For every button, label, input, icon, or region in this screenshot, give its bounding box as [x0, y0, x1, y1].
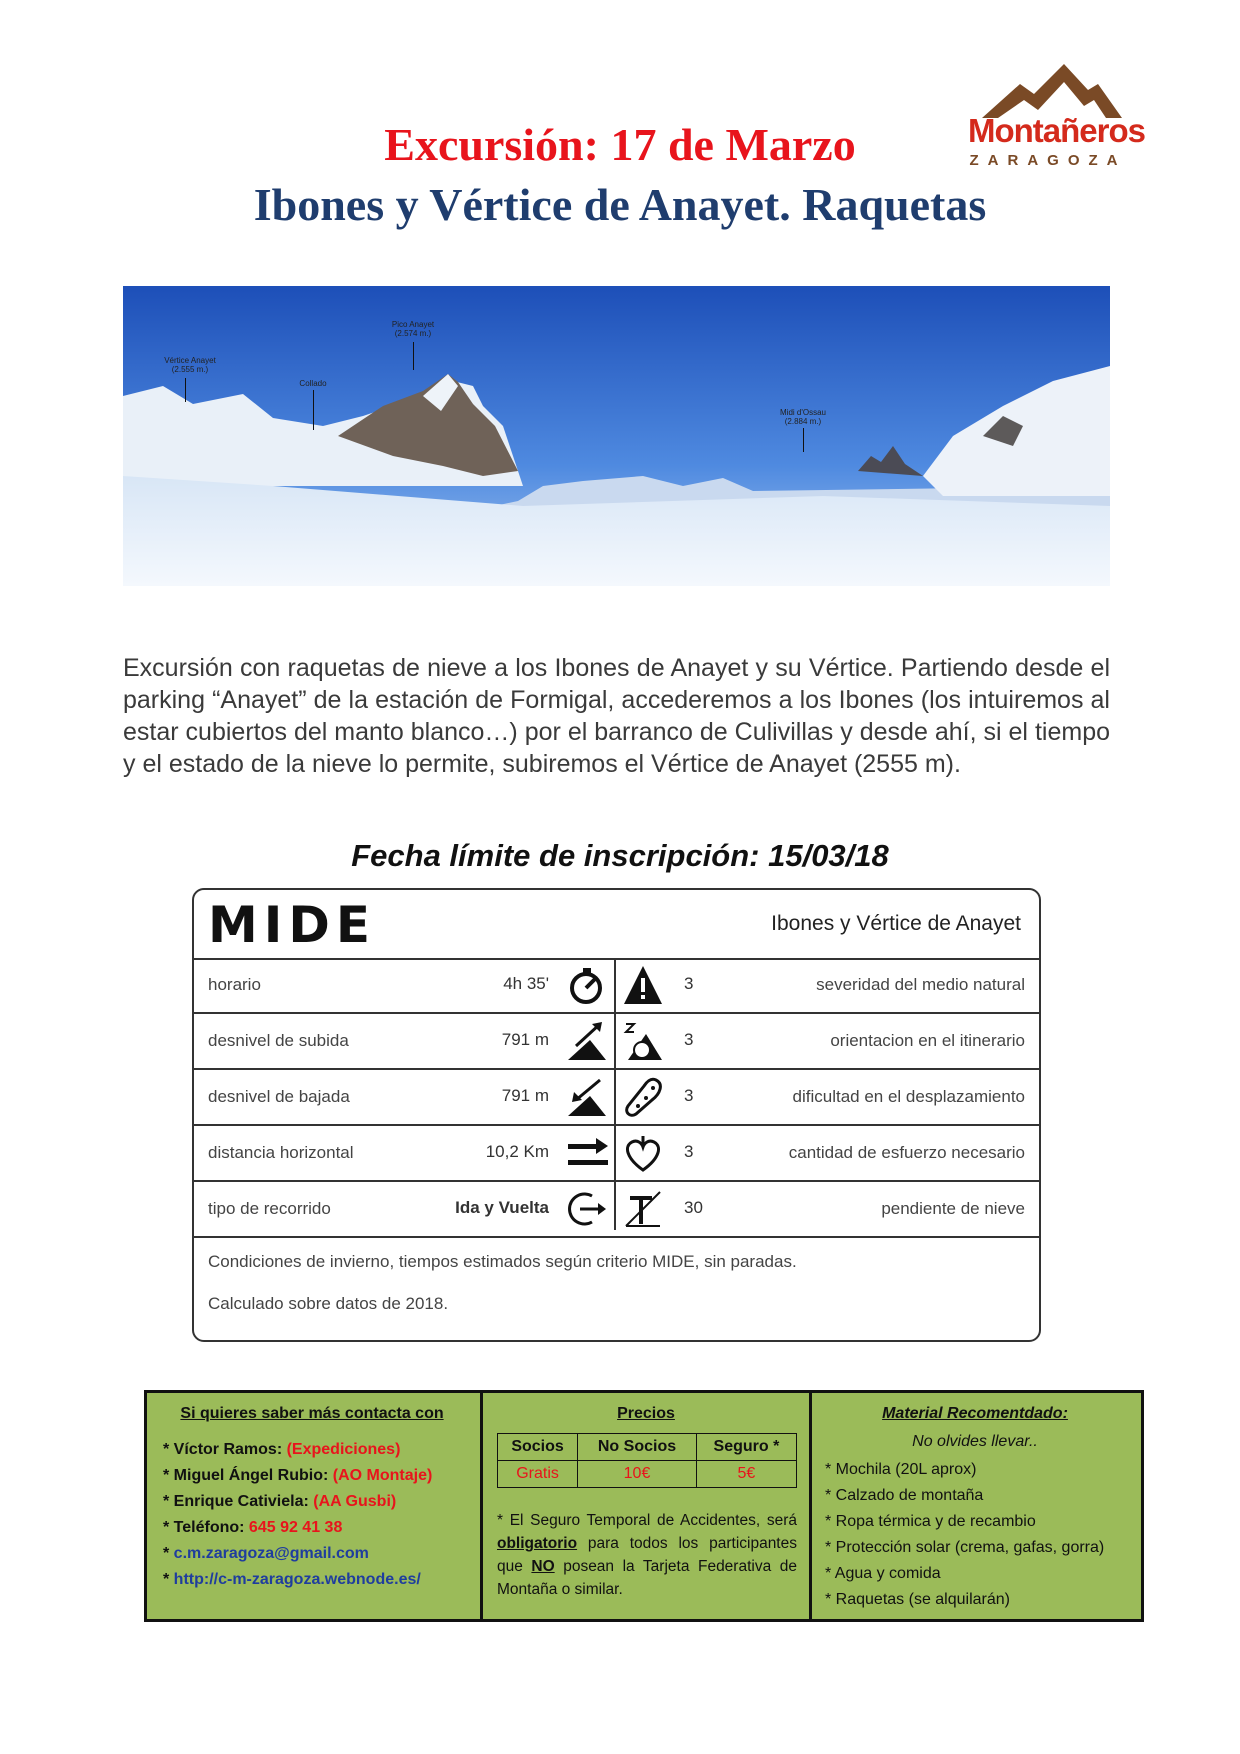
snowy-mountains-image	[123, 286, 1110, 586]
vertice-name: Vértice Anayet	[164, 356, 216, 365]
mide-card	[192, 888, 1041, 1342]
mide-row-criterion: orientacion en el itinerario	[830, 1031, 1025, 1050]
mide-row-criterion: severidad del medio natural	[816, 975, 1025, 994]
pico-altitude: (2.574 m.)	[394, 329, 432, 338]
material-item: * Raquetas (se alquilarán)	[825, 1591, 1010, 1608]
prices-header-cell: Socios	[498, 1434, 578, 1461]
prices-header-cell: Seguro *	[696, 1434, 796, 1461]
note-emphasis: obligatorio	[497, 1535, 578, 1552]
horizontal-arrows-icon	[566, 1132, 608, 1174]
mide-row-distancia	[194, 1126, 1039, 1182]
logo-name: Montañeros	[968, 112, 1146, 149]
phone-number[interactable]: 645 92 41 38	[248, 1519, 343, 1536]
website-link[interactable]: http://c-m-zaragoza.webnode.es/	[173, 1571, 421, 1588]
midi-name: Midi d'Ossau	[780, 408, 826, 417]
stopwatch-icon	[566, 964, 608, 1006]
vertice-anayet-label	[145, 356, 235, 374]
contact-item	[163, 1437, 432, 1463]
panorama-photo	[123, 286, 1110, 586]
prices-table	[497, 1433, 797, 1488]
boot-sole-icon	[622, 1076, 664, 1118]
vertice-altitude: (2.555 m.)	[171, 365, 209, 374]
material-subheading: No olvides llevar..	[912, 1433, 1038, 1450]
email-link[interactable]: c.m.zaragoza@gmail.com	[173, 1545, 369, 1562]
collado-pointer	[313, 390, 314, 430]
collado-label: Collado	[299, 379, 327, 388]
material-item: * Mochila (20L aprox)	[825, 1461, 977, 1478]
contact-role: (AO Montaje)	[332, 1467, 433, 1484]
material-list	[825, 1457, 1104, 1613]
mide-header	[194, 890, 1039, 960]
note-emphasis: NO	[531, 1558, 555, 1575]
midi-ossau-label	[763, 408, 843, 426]
round-trip-icon	[566, 1188, 608, 1230]
info-box	[144, 1390, 1144, 1622]
excursion-name-title: Ibones y Vértice de Anayet. Raquetas	[253, 179, 987, 230]
material-heading: Material Recomentdado:	[882, 1405, 1068, 1422]
contact-role: (Expediciones)	[286, 1441, 401, 1458]
mide-route-name: Ibones y Vértice de Anayet	[771, 912, 1021, 935]
insurance-note	[497, 1509, 797, 1601]
note-text: * El Seguro Temporal de Accidentes, será	[497, 1512, 797, 1529]
pico-pointer	[413, 342, 414, 370]
mide-row-score: 3	[684, 1142, 694, 1161]
material-item: * Protección solar (crema, gafas, gorra)	[825, 1539, 1105, 1556]
contact-name: * Enrique Cativiela:	[163, 1493, 314, 1510]
mide-row-criterion: dificultad en el desplazamiento	[792, 1087, 1025, 1106]
midi-pointer	[803, 428, 804, 452]
mide-note-conditions: Condiciones de invierno, tiempos estimados según criterio MIDE, sin paradas.	[208, 1252, 797, 1271]
mide-row-criterion: cantidad de esfuerzo necesario	[788, 1143, 1025, 1162]
ascent-icon	[566, 1020, 608, 1062]
excursion-date-title: Excursión: 17 de Marzo	[384, 119, 856, 170]
mide-row-bajada	[194, 1070, 1039, 1126]
contact-heading: Si quieres saber más contacta con	[180, 1405, 444, 1422]
mountain-logo-icon	[968, 60, 1128, 120]
mide-row-label: horario	[208, 975, 261, 994]
heart-effort-icon	[622, 1132, 664, 1174]
mide-row-score: 3	[684, 974, 694, 993]
mide-row-recorrido	[194, 1182, 1039, 1238]
contact-web	[163, 1567, 432, 1593]
midi-altitude: (2.884 m.)	[784, 417, 822, 426]
mide-row-label: tipo de recorrido	[208, 1199, 331, 1218]
mide-row-value: 10,2 Km	[485, 1142, 549, 1161]
contact-name: * Miguel Ángel Rubio:	[163, 1467, 333, 1484]
mide-row-label: distancia horizontal	[208, 1143, 354, 1162]
prices-heading: Precios	[617, 1405, 675, 1422]
contact-list	[163, 1437, 432, 1593]
prices-value-cell: 5€	[696, 1461, 796, 1488]
ice-axe-slope-icon	[622, 1188, 664, 1230]
contact-column	[147, 1393, 477, 1619]
vertice-pointer	[185, 378, 186, 402]
mide-row-value: Ida y Vuelta	[455, 1198, 549, 1217]
material-item: * Ropa térmica y de recambio	[825, 1513, 1036, 1530]
mide-row-label: desnivel de bajada	[208, 1087, 350, 1106]
pico-anayet-label	[373, 320, 453, 338]
note-text: para todos los participantes que	[497, 1535, 797, 1575]
contact-name: * Víctor Ramos:	[163, 1441, 287, 1458]
mide-row-criterion: pendiente de nieve	[881, 1199, 1025, 1218]
mide-row-label: desnivel de subida	[208, 1031, 349, 1050]
montaneros-logo	[968, 60, 1146, 172]
mide-row-score: 30	[684, 1198, 703, 1217]
contact-item	[163, 1489, 432, 1515]
note-text: posean la Tarjeta Federativa de Montaña o similar.	[497, 1558, 797, 1598]
pico-name: Pico Anayet	[391, 320, 435, 329]
mide-row-value: 4h 35'	[503, 974, 549, 993]
mide-row-score: 3	[684, 1086, 694, 1105]
descent-icon	[566, 1076, 608, 1118]
compass-orientation-icon	[622, 1020, 664, 1062]
registration-deadline: Fecha límite de inscripción: 15/03/18	[351, 838, 889, 873]
mide-row-horario	[194, 958, 1039, 1014]
prices-value-cell: Gratis	[498, 1461, 578, 1488]
material-column	[809, 1393, 1141, 1619]
contact-role: (AA Gusbi)	[313, 1493, 397, 1510]
excursion-description: Excursión con raquetas de nieve a los Ibones de Anayet y su Vértice. Partiendo desde el parking “Anayet” de la estación de Formigal, accederemos a los Ibones (los intuiremos al estar cubiertos del manto blanco…) por el barranco de Culivillas y desde ahí, si el tiempo y el estado de la nieve lo permite, subiremos el Vértice de Anayet (2555 m).	[123, 654, 1110, 778]
prices-value-row	[498, 1461, 797, 1488]
material-item: * Calzado de montaña	[825, 1487, 984, 1504]
phone-label: * Teléfono:	[163, 1519, 249, 1536]
mide-logo: MIDE	[208, 896, 377, 954]
mide-column-divider	[614, 958, 616, 1230]
email-bullet: *	[163, 1545, 174, 1562]
contact-phone	[163, 1515, 432, 1541]
mide-row-value: 791 m	[501, 1030, 549, 1049]
prices-header-row	[498, 1434, 797, 1461]
logo-city: ZARAGOZA	[969, 152, 1127, 169]
material-item: * Agua y comida	[825, 1565, 941, 1582]
contact-item	[163, 1463, 432, 1489]
mide-row-value: 791 m	[501, 1086, 549, 1105]
prices-value-cell: 10€	[578, 1461, 697, 1488]
prices-header-cell: No Socios	[578, 1434, 697, 1461]
mide-row-score: 3	[684, 1030, 694, 1049]
contact-email	[163, 1541, 432, 1567]
web-bullet: *	[163, 1571, 174, 1588]
mide-note-calculated: Calculado sobre datos de 2018.	[208, 1294, 449, 1313]
warning-triangle-icon	[622, 964, 664, 1006]
mide-row-subida	[194, 1014, 1039, 1070]
prices-column	[480, 1393, 812, 1619]
